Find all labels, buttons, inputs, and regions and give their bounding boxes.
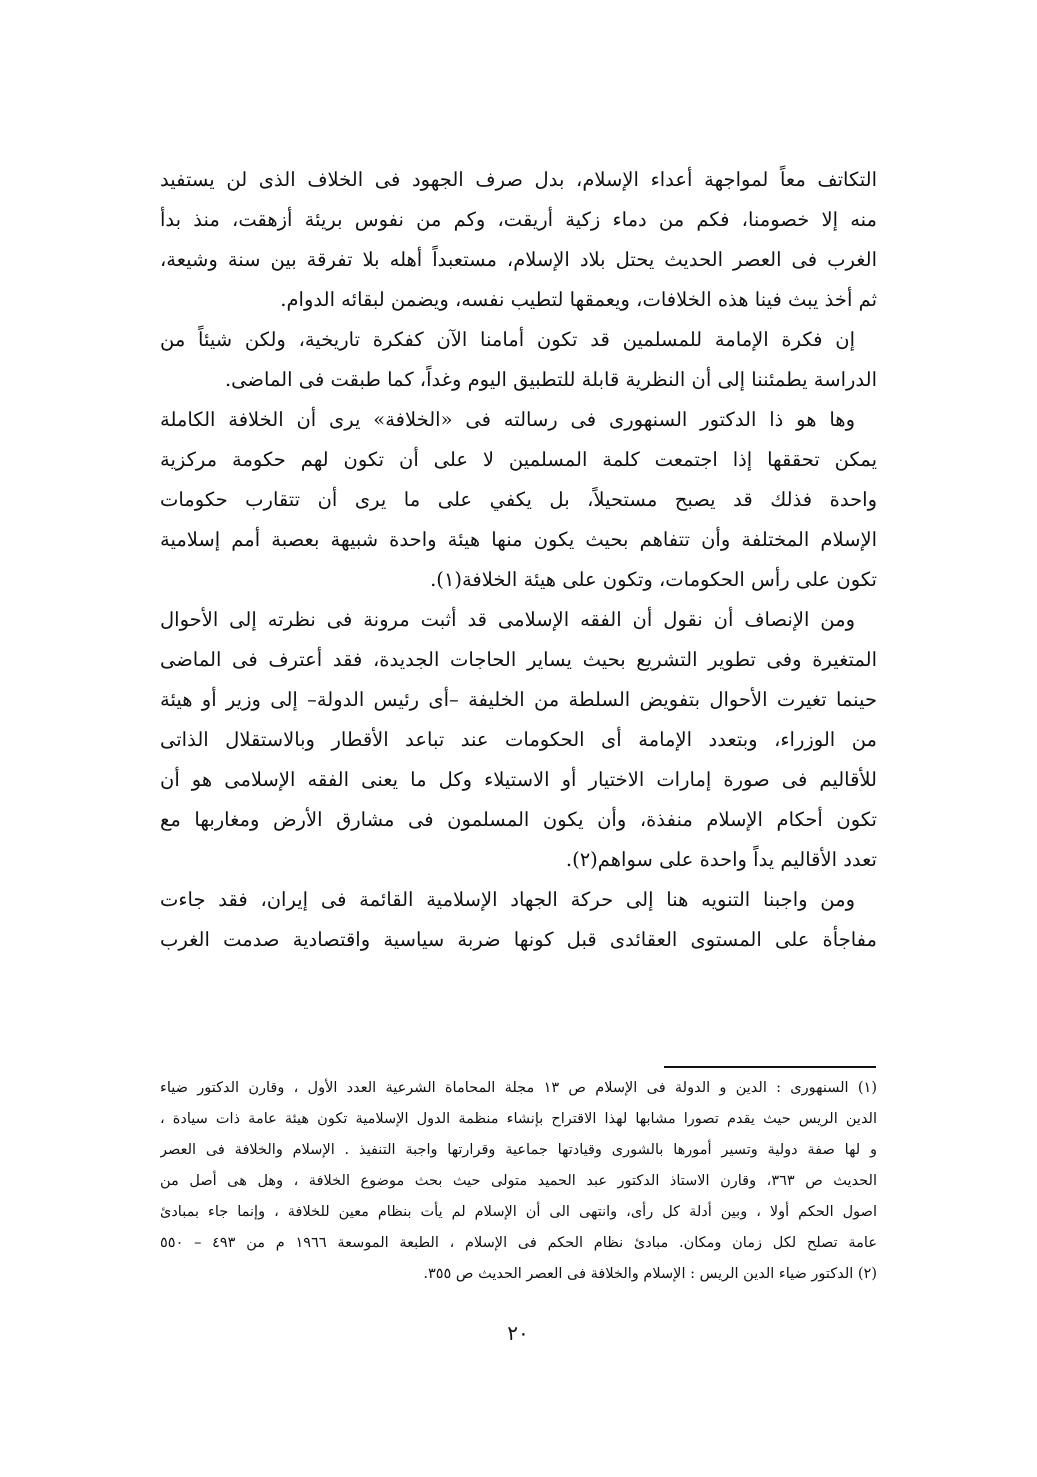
text-line: التكاتف معاً لمواجهة أعداء الإسلام، بدل صرف الجهود فى الخلاف الذى لن يستفيد <box>160 168 877 191</box>
text-line: منه إلا خصومنا، فكم من دماء زكية أريقت، وكم من نفوس بريئة أزهقت، منذ بدأ <box>160 208 877 231</box>
text-line: المتغيرة وفى تطوير التشريع بحيث يساير الحاجات الجديدة، فقد أعترف فى الماضى <box>160 648 877 671</box>
text-line: مفاجأة على المستوى العقائدى قبل كونها ضربة سياسية واقتصادية صدمت الغرب <box>160 928 877 951</box>
text-line: إن فكرة الإمامة للمسلمين قد تكون أمامنا الآن كفكرة تاريخية، ولكن شيئاً من <box>160 328 855 351</box>
text-line: الدراسة يطمئننا إلى أن النظرية قابلة للتطبيق اليوم وغداً، كما طبقت فى الماضى. <box>224 368 877 391</box>
text-line: الإسلام المختلفة وأن تتفاهم بحيث يكون منها هيئة واحدة شبيهة بعصبة أمم إسلامية <box>160 528 877 551</box>
text-line: واحدة فذلك قد يصبح مستحيلاً، بل يكفي على ما يرى أن تتقارب حكومات <box>160 488 877 511</box>
text-line: تكون على رأس الحكومات، وتكون على هيئة الخلافة(١). <box>430 568 877 591</box>
body-text <box>160 160 877 960</box>
text-line: ومن واجبنا التنويه هنا إلى حركة الجهاد الإسلامية القائمة فى إيران، فقد جاءت <box>160 888 855 911</box>
footnote-line: عامة تصلح لكل زمان ومكان. مبادئ نظام الحكم فى الإسلام ، الطبعة الموسعة ١٩٦٦ م من ٤٩٣ – ٥٥٠ <box>160 1235 877 1251</box>
footnote-line: (٢) الدكتور ضياء الدين الريس : الإسلام والخلافة فى العصر الحديث ص ٣٥٥. <box>423 1266 877 1282</box>
paragraph <box>160 600 877 880</box>
footnote-line: الدين الريس حيث يقدم تصورا مشابها لهذا الاقتراح بإنشاء منظمة الدول الإسلامية تكون هيئة عامة ذات سيادة ، <box>160 1111 877 1127</box>
footnote-line: (١) السنهورى : الدين و الدولة فى الإسلام ص ١٣ مجلة المحاماة الشرعية العدد الأول ، وقارن الدكتور ضياء <box>160 1080 877 1096</box>
text-line: ثم أخذ يبث فينا هذه الخلافات، ويعمقها لتطيب نفسه، ويضمن لبقائه الدوام. <box>280 288 877 311</box>
footnote-separator <box>664 1066 876 1068</box>
paragraph <box>160 160 877 320</box>
footnote-line: الحديث ص ٣٦٣، وقارن الاستاذ الدكتور عبد الحميد متولى حيث بحث موضوع الخلافة ، وهل هى أصل من <box>160 1173 877 1189</box>
footnote-line: و لها صفة دولية وتسير أمورها بالشورى وقيادتها جماعية وقرارتها واجبة التنفيذ . الإسلام والخلافة فى العصر <box>160 1142 877 1158</box>
text-line: حينما تغيرت الأحوال بتفويض السلطة من الخليفة –أى رئيس الدولة– إلى وزير أو هيئة <box>160 688 877 711</box>
page-number: ٢٠ <box>507 1321 529 1345</box>
text-line: ومن الإنصاف أن نقول أن الفقه الإسلامى قد أثبت مرونة فى نظرته إلى الأحوال <box>160 608 855 631</box>
paragraph <box>160 400 877 600</box>
text-line: من الوزراء، وبتعدد الإمامة أى الحكومات عند تباعد الأقطار وبالاستقلال الذاتى <box>160 728 877 751</box>
text-line: وها هو ذا الدكتور السنهورى فى رسالته فى «الخلافة» يرى أن الخلافة الكاملة <box>160 408 855 431</box>
text-line: تكون أحكام الإسلام منفذة، وأن يكون المسلمون فى مشارق الأرض ومغاربها مع <box>160 808 877 831</box>
text-line: للأقاليم فى صورة إمارات الاختيار أو الاستيلاء وكل ما يعنى الفقه الإسلامى هو أن <box>160 768 877 791</box>
footnote-line: اصول الحكم أولا ، وبين أدلة كل رأى، وانتهى الى أن الإسلام لم يأت بنظام معين للخلافة ، وإنما جاء بمبادئ <box>160 1204 877 1220</box>
text-line: تعدد الأقاليم يداً واحدة على سواهم(٢). <box>565 848 877 871</box>
text-line: يمكن تحققها إذا اجتمعت كلمة المسلمين لا على أن تكون لهم حكومة مركزية <box>160 448 877 471</box>
text-line: الغرب فى العصر الحديث يحتل بلاد الإسلام، مستعبداً أهله بلا تفرقة بين سنة وشيعة، <box>160 248 877 271</box>
paragraph <box>160 880 877 960</box>
paragraph <box>160 320 877 400</box>
footnotes <box>160 1073 877 1290</box>
